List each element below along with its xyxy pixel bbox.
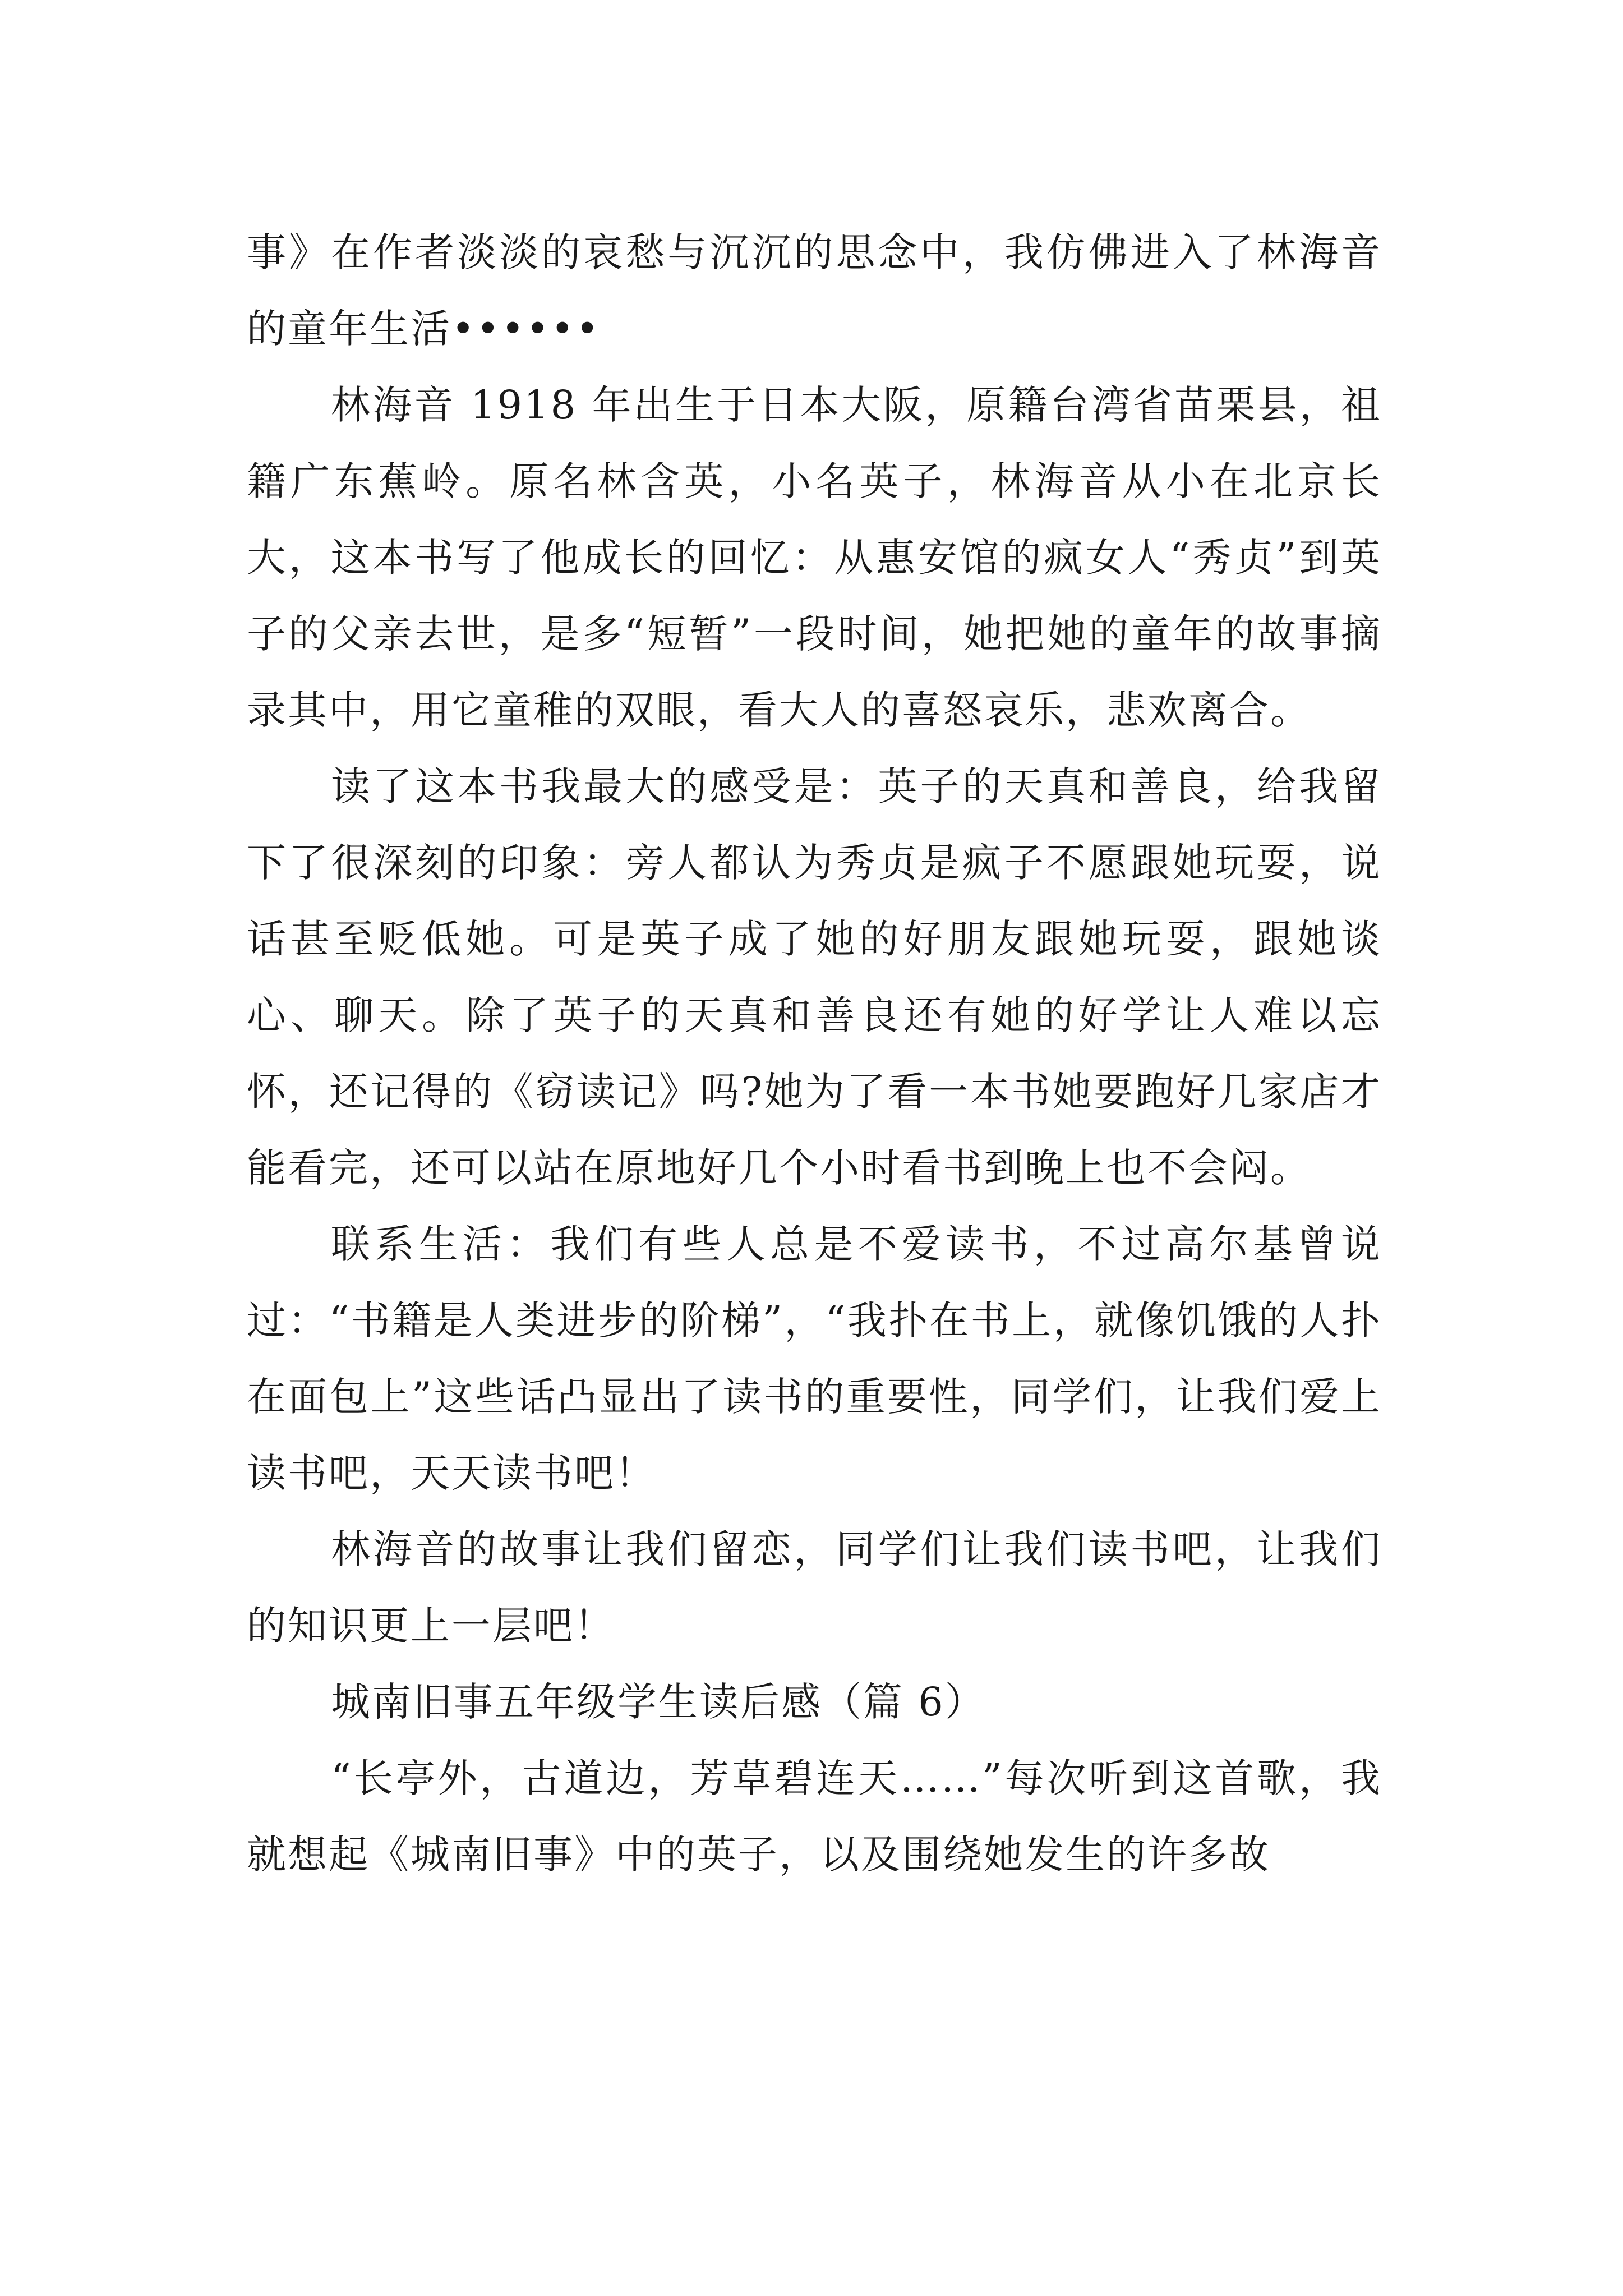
paragraph: 林海音 1918 年出生于日本大阪，原籍台湾省苗栗县，祖籍广东蕉岭。原名林含英，小名英子，林海音从小在北京长大，这本书写了他成长的回忆：从惠安馆的疯女人“秀贞”到英子的父亲去世，是多“短暂”一段时间，她把她的童年的故事摘录其中，用它童稚的双眼，看大人的喜怒哀乐，悲欢离合。	[247, 382, 1382, 733]
paragraph: 林海音的故事让我们留恋，同学们让我们读书吧，让我们的知识更上一层吧！	[247, 1526, 1382, 1649]
paragraph: 联系生活：我们有些人总是不爱读书，不过高尔基曾说过：“书籍是人类进步的阶梯”，“我扑在书上，就像饥饿的人扑在面包上”这些话凸显出了读书的重要性，同学们，让我们爱上读书吧，天天读书吧！	[247, 1221, 1382, 1496]
paragraph: “长亭外，古道边，芳草碧连天……”每次听到这首歌，我就想起《城南旧事》中的英子，以及围绕她发生的许多故	[247, 1755, 1382, 1878]
section-heading: 城南旧事五年级学生读后感（篇 6）	[331, 1679, 986, 1725]
document-body	[247, 214, 1382, 1893]
paragraph: 读了这本书我最大的感受是：英子的天真和善良，给我留下了很深刻的印象：旁人都认为秀贞是疯子不愿跟她玩耍，说话甚至贬低她。可是英子成了她的好朋友跟她玩耍，跟她谈心、聊天。除了英子的天真和善良还有她的好学让人难以忘怀，还记得的《窃读记》吗?她为了看一本书她要跑好几家店才能看完，还可以站在原地好几个小时看书到晚上也不会闷。	[247, 763, 1382, 1191]
paragraph: 事》在作者淡淡的哀愁与沉沉的思念中，我仿佛进入了林海音的童年生活••••••	[247, 229, 1382, 352]
